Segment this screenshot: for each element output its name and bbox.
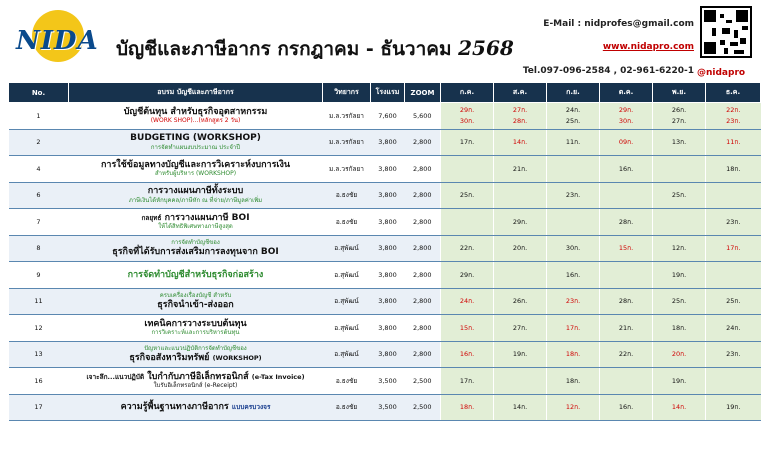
session-date: 12ก. [565,403,581,412]
course-title [70,133,322,143]
session-date: 23ก. [726,350,741,359]
session-date: 19ก. [726,403,741,412]
date-cell-nov[interactable] [653,368,706,395]
col-header-aug: ส.ค. [494,83,547,103]
hotel-price-cell: 3,800 [371,129,405,156]
date-cell-aug[interactable] [494,235,547,262]
col-header-oct: ต.ค. [600,83,653,103]
course-title [70,300,322,310]
date-cell-jul [441,156,494,183]
speaker-cell: อ.สุพัฒน์ [323,288,371,315]
course-subtitle: ให้ได้สิทธิพิเศษทางภาษีสูงสุด [158,223,233,231]
course-title-text: ใบกำกับภาษีอิเล็กทรอนิกส์ [147,371,249,382]
hotel-price-cell: 3,800 [371,209,405,236]
speaker-cell: อ.สุพัฒน์ [323,262,371,289]
date-cell-aug[interactable] [494,288,547,315]
date-cell-aug[interactable] [494,315,547,342]
col-header-zoom: ZOOM [405,83,441,103]
zoom-price-cell: 2,800 [405,235,441,262]
session-date: 30ก. [565,244,581,253]
date-cell-dec[interactable] [706,394,761,421]
session-date: 27ก. [671,116,687,125]
row-number: 13 [9,341,69,368]
course-tag: (e-Tax Invoice) [251,372,305,381]
table-header-row [9,83,761,103]
date-cell-oct[interactable] [600,209,653,236]
course-title [70,270,322,280]
session-date: 25ก. [726,297,741,306]
session-date: 24ก. [726,323,741,332]
header [0,0,766,82]
course-title [70,319,322,329]
session-date: 23ก. [565,297,581,306]
course-subtitle: การจัดทำแผนงบประมาณ ประจำปี [150,143,241,151]
course-subtitle: ภาษีเงินได้หักบุคคล/ภาษีหัก ณ ที่จ่าย/ภาษีมูลค่าเพิ่ม [128,196,263,204]
row-number: 11 [9,288,69,315]
session-date: 25ก. [671,297,687,306]
course-tag: แบบครบวงจร [231,403,271,412]
session-date: 29ก. [512,217,528,226]
speaker-cell: อ.สุพัฒน์ [323,235,371,262]
session-date: 19ก. [512,350,528,359]
row-number: 17 [9,394,69,421]
date-cell-oct [600,368,653,395]
qr-code-icon [700,6,752,58]
session-date: 23ก. [726,217,741,226]
course-cell[interactable] [69,182,323,209]
date-cell-jul[interactable] [441,341,494,368]
date-cell-jul[interactable] [441,315,494,342]
course-cell[interactable] [69,315,323,342]
hotel-price-cell: 3,500 [371,368,405,395]
date-cell-aug[interactable] [494,103,547,130]
course-cell[interactable] [69,394,323,421]
date-cell-sep[interactable] [547,103,600,130]
date-cell-nov[interactable] [653,129,706,156]
date-cell-jul[interactable] [441,262,494,289]
date-cell-sep[interactable] [547,394,600,421]
course-title-text: BUDGETING (WORKSHOP) [130,133,261,144]
date-cell-jul[interactable] [441,103,494,130]
date-cell-nov[interactable] [653,341,706,368]
date-cell-aug[interactable] [494,156,547,183]
date-cell-oct [600,262,653,289]
session-date: 09ก. [618,138,634,147]
date-cell-sep[interactable] [547,129,600,156]
course-cell[interactable] [69,368,323,395]
session-date: 14ก. [671,403,687,412]
zoom-price-cell: 5,600 [405,103,441,130]
date-cell-oct[interactable] [600,156,653,183]
session-date: 22ก. [618,350,634,359]
date-cell-dec[interactable] [706,341,761,368]
session-date: 22ก. [459,244,475,253]
course-cell[interactable] [69,209,323,236]
session-date: 30ก. [459,116,475,125]
session-date: 25ก. [459,191,475,200]
date-cell-oct[interactable] [600,315,653,342]
table-row[interactable] [9,182,761,209]
table-row[interactable] [9,368,761,395]
course-title-text: ธุรกิจนำเข้า-ส่งออก [157,299,234,310]
date-cell-jul[interactable] [441,288,494,315]
date-cell-oct[interactable] [600,341,653,368]
session-date: 17ก. [459,376,475,385]
session-date: 11ก. [726,138,741,147]
date-cell-sep [547,209,600,236]
session-date: 19ก. [671,376,687,385]
speaker-cell: อ.ธงชัย [323,182,371,209]
session-date: 25ก. [671,191,687,200]
zoom-price-cell: 2,800 [405,341,441,368]
session-date: 11ก. [565,138,581,147]
row-number: 4 [9,156,69,183]
date-cell-nov[interactable] [653,394,706,421]
course-title-text: ธุรกิจที่ได้รับการส่งเสริมการลงทุนจาก BOI [112,246,279,257]
course-cell[interactable] [69,262,323,289]
session-date: 18ก. [459,403,475,412]
date-cell-sep[interactable] [547,262,600,289]
date-cell-sep[interactable] [547,368,600,395]
speaker-cell: ม.ล.วรกัลยา [323,103,371,130]
session-date: 15ก. [459,323,475,332]
date-cell-sep[interactable] [547,182,600,209]
hotel-price-cell: 3,500 [371,394,405,421]
table-row[interactable] [9,262,761,289]
date-cell-dec[interactable] [706,235,761,262]
date-cell-sep [547,156,600,183]
course-title-text: การใช้ข้อมูลทางบัญชีและการวิเคราะห์งบการเงิน [100,159,291,170]
date-cell-nov[interactable] [653,262,706,289]
course-title [70,186,322,196]
course-tag: (WORKSHOP) [212,353,262,362]
speaker-cell: อ.ธงชัย [323,209,371,236]
course-title-text: การวางแผนภาษีทั้งระบบ [147,186,244,197]
session-date: 16ก. [618,164,634,173]
session-date: 22ก. [726,106,741,115]
session-date: 18ก. [565,350,581,359]
course-cell[interactable] [69,129,323,156]
date-cell-aug [494,262,547,289]
session-date: 30ก. [618,116,634,125]
row-number: 2 [9,129,69,156]
course-cell[interactable] [69,235,323,262]
phone-text: Tel.097-096-2584 , 02-961-6220-1 [522,66,694,76]
speaker-cell: อ.สุพัฒน์ [323,341,371,368]
col-header-nov: พ.ย. [653,83,706,103]
session-date: 29ก. [459,270,475,279]
row-number: 6 [9,182,69,209]
hotel-price-cell: 3,800 [371,288,405,315]
row-number: 8 [9,235,69,262]
session-date: 14ก. [512,403,528,412]
table-row[interactable] [9,315,761,342]
date-cell-sep[interactable] [547,315,600,342]
course-subtitle: การจัดทำบัญชีของ [171,239,220,247]
date-cell-dec[interactable] [706,103,761,130]
zoom-price-cell: 2,800 [405,262,441,289]
zoom-price-cell: 2,500 [405,368,441,395]
course-subtitle: การวิเคราะห์และการบริหารต้นทุน [151,329,240,337]
course-subtitle: สำหรับผู้บริหาร (WORKSHOP) [154,170,237,178]
date-cell-jul [441,209,494,236]
session-date: 23ก. [726,116,741,125]
date-cell-aug[interactable] [494,341,547,368]
speaker-cell: ม.ล.วรกัลยา [323,156,371,183]
session-date: 18ก. [565,376,581,385]
session-date: 26ก. [512,297,528,306]
table-row[interactable] [9,156,761,183]
speaker-cell: อ.สุพัฒน์ [323,315,371,342]
row-number: 9 [9,262,69,289]
date-cell-jul[interactable] [441,368,494,395]
zoom-price-cell: 2,800 [405,315,441,342]
social-handle: @nidapro [697,68,746,78]
hotel-price-cell: 3,800 [371,262,405,289]
course-subtitle: (WORK SHOP)...(หลักสูตร 2 วัน) [150,117,241,125]
hotel-price-cell: 3,800 [371,341,405,368]
course-title [70,247,322,257]
course-title-text: ธุรกิจอสังหาริมทรัพย์ [129,352,210,363]
date-cell-oct[interactable] [600,394,653,421]
table-row[interactable] [9,288,761,315]
date-cell-nov[interactable] [653,288,706,315]
date-cell-aug [494,182,547,209]
row-number: 7 [9,209,69,236]
session-date: 21ก. [512,164,528,173]
date-cell-sep[interactable] [547,341,600,368]
date-cell-dec[interactable] [706,288,761,315]
date-cell-nov [653,156,706,183]
session-date: 28ก. [618,297,634,306]
email-text: E-Mail : nidprofes@gmail.com [543,19,694,29]
speaker-cell: อ.ธงชัย [323,368,371,395]
session-date: 23ก. [565,191,581,200]
date-cell-aug[interactable] [494,209,547,236]
page-title [116,34,514,64]
session-date: 17ก. [565,323,581,332]
date-cell-oct[interactable] [600,103,653,130]
date-cell-sep[interactable] [547,235,600,262]
date-cell-sep[interactable] [547,288,600,315]
table-row[interactable] [9,129,761,156]
session-date: 14ก. [512,138,528,147]
date-cell-nov[interactable] [653,103,706,130]
session-date: 17ก. [459,138,475,147]
course-title [70,160,322,170]
date-cell-nov[interactable] [653,182,706,209]
session-date: 27ก. [512,323,528,332]
session-date: 18ก. [671,323,687,332]
date-cell-aug[interactable] [494,129,547,156]
session-date: 26ก. [671,106,687,115]
session-date: 24ก. [459,297,475,306]
hotel-price-cell: 3,800 [371,182,405,209]
session-date: 17ก. [726,244,741,253]
session-date: 28ก. [512,116,528,125]
session-date: 29ก. [618,106,634,115]
course-subtitle: ใบรับอิเล็กทรอนิกส์ (e-Receipt) [153,382,238,390]
session-date: 16ก. [618,403,634,412]
date-cell-oct[interactable] [600,129,653,156]
hotel-price-cell: 3,800 [371,235,405,262]
zoom-price-cell: 2,500 [405,394,441,421]
course-title [70,353,322,363]
date-cell-jul[interactable] [441,394,494,421]
date-cell-nov [653,209,706,236]
course-title-text: การจัดทำบัญชีสำหรับธุรกิจก่อสร้าง [127,269,264,280]
table-row[interactable] [9,209,761,236]
col-header-jul: ก.ค. [441,83,494,103]
date-cell-jul[interactable] [441,235,494,262]
date-cell-dec[interactable] [706,156,761,183]
speaker-cell: อ.ธงชัย [323,394,371,421]
zoom-price-cell: 2,800 [405,156,441,183]
session-date: 21ก. [618,323,634,332]
date-cell-aug [494,368,547,395]
date-cell-dec[interactable] [706,209,761,236]
date-cell-oct[interactable] [600,288,653,315]
course-title-text: การวางแผนภาษี BOI [164,212,250,223]
date-cell-dec [706,262,761,289]
date-cell-nov[interactable] [653,235,706,262]
hotel-price-cell: 3,800 [371,315,405,342]
zoom-price-cell: 2,800 [405,209,441,236]
zoom-price-cell: 2,800 [405,182,441,209]
session-date: 20ก. [512,244,528,253]
course-title [70,372,322,382]
course-title-text: เทคนิคการวางระบบต้นทุน [144,318,247,329]
speaker-cell: ม.ล.วรกัลยา [323,129,371,156]
session-date: 18ก. [726,164,741,173]
row-number: 16 [9,368,69,395]
zoom-price-cell: 2,800 [405,288,441,315]
session-date: 19ก. [671,270,687,279]
session-date: 27ก. [512,106,528,115]
course-title [70,213,322,223]
course-title [70,107,322,117]
col-header-no: No. [9,83,69,103]
date-cell-oct [600,182,653,209]
title-text: บัญชีและภาษีอากร กรกฎาคม - ธันวาคม [116,38,452,60]
website-link[interactable]: www.nidapro.com [602,42,694,52]
course-title [70,402,322,412]
col-header-speaker: วิทยากร [323,83,371,103]
session-date: 16ก. [565,270,581,279]
col-header-course: อบรม บัญชีและภาษีอากร [69,83,323,103]
session-date: 16ก. [459,350,475,359]
date-cell-oct[interactable] [600,235,653,262]
zoom-price-cell: 2,800 [405,129,441,156]
contact-block [494,20,694,80]
table-row[interactable] [9,103,761,130]
date-cell-aug[interactable] [494,394,547,421]
course-subtitle: ปัญหาและแนวปฏิบัติการจัดทำบัญชีของ [144,345,247,353]
col-header-dec: ธ.ค. [706,83,761,103]
hotel-price-cell: 7,600 [371,103,405,130]
course-cell[interactable] [69,156,323,183]
date-cell-dec [706,182,761,209]
date-cell-dec[interactable] [706,129,761,156]
date-cell-nov[interactable] [653,315,706,342]
course-subtitle: ครบเครื่องเรื่องบัญชี สำหรับ [159,292,232,300]
hotel-price-cell: 3,800 [371,156,405,183]
course-title-text: ความรู้พื้นฐานทางภาษีอากร [120,402,229,413]
session-date: 15ก. [618,244,634,253]
title-year: 2568 [458,36,514,60]
session-date: 28ก. [618,217,634,226]
nida-logo [14,10,99,68]
course-title-text: บัญชีต้นทุน สำหรับธุรกิจอุตสาหกรรม [123,106,268,117]
course-schedule-table [8,82,761,421]
session-date: 25ก. [565,116,581,125]
table-row[interactable] [9,394,761,421]
row-number: 12 [9,315,69,342]
date-cell-jul[interactable] [441,129,494,156]
session-date: 12ก. [671,244,687,253]
logo-text: NIDA [16,26,99,56]
table-body [9,103,761,421]
session-date: 13ก. [671,138,687,147]
course-cell[interactable] [69,341,323,368]
course-prefix: เจาะลึก...แนวปฏิบัติ [86,372,145,381]
col-header-sep: ก.ย. [547,83,600,103]
table-row[interactable] [9,235,761,262]
col-header-hotel: โรงแรม [371,83,405,103]
date-cell-jul[interactable] [441,182,494,209]
date-cell-dec [706,368,761,395]
row-number: 1 [9,103,69,130]
course-cell[interactable] [69,288,323,315]
session-date: 24ก. [565,106,581,115]
course-cell[interactable] [69,103,323,130]
course-prefix: กลยุทธ์ [141,213,162,222]
date-cell-dec[interactable] [706,315,761,342]
table-row[interactable] [9,341,761,368]
session-date: 29ก. [459,106,475,115]
session-date: 20ก. [671,350,687,359]
